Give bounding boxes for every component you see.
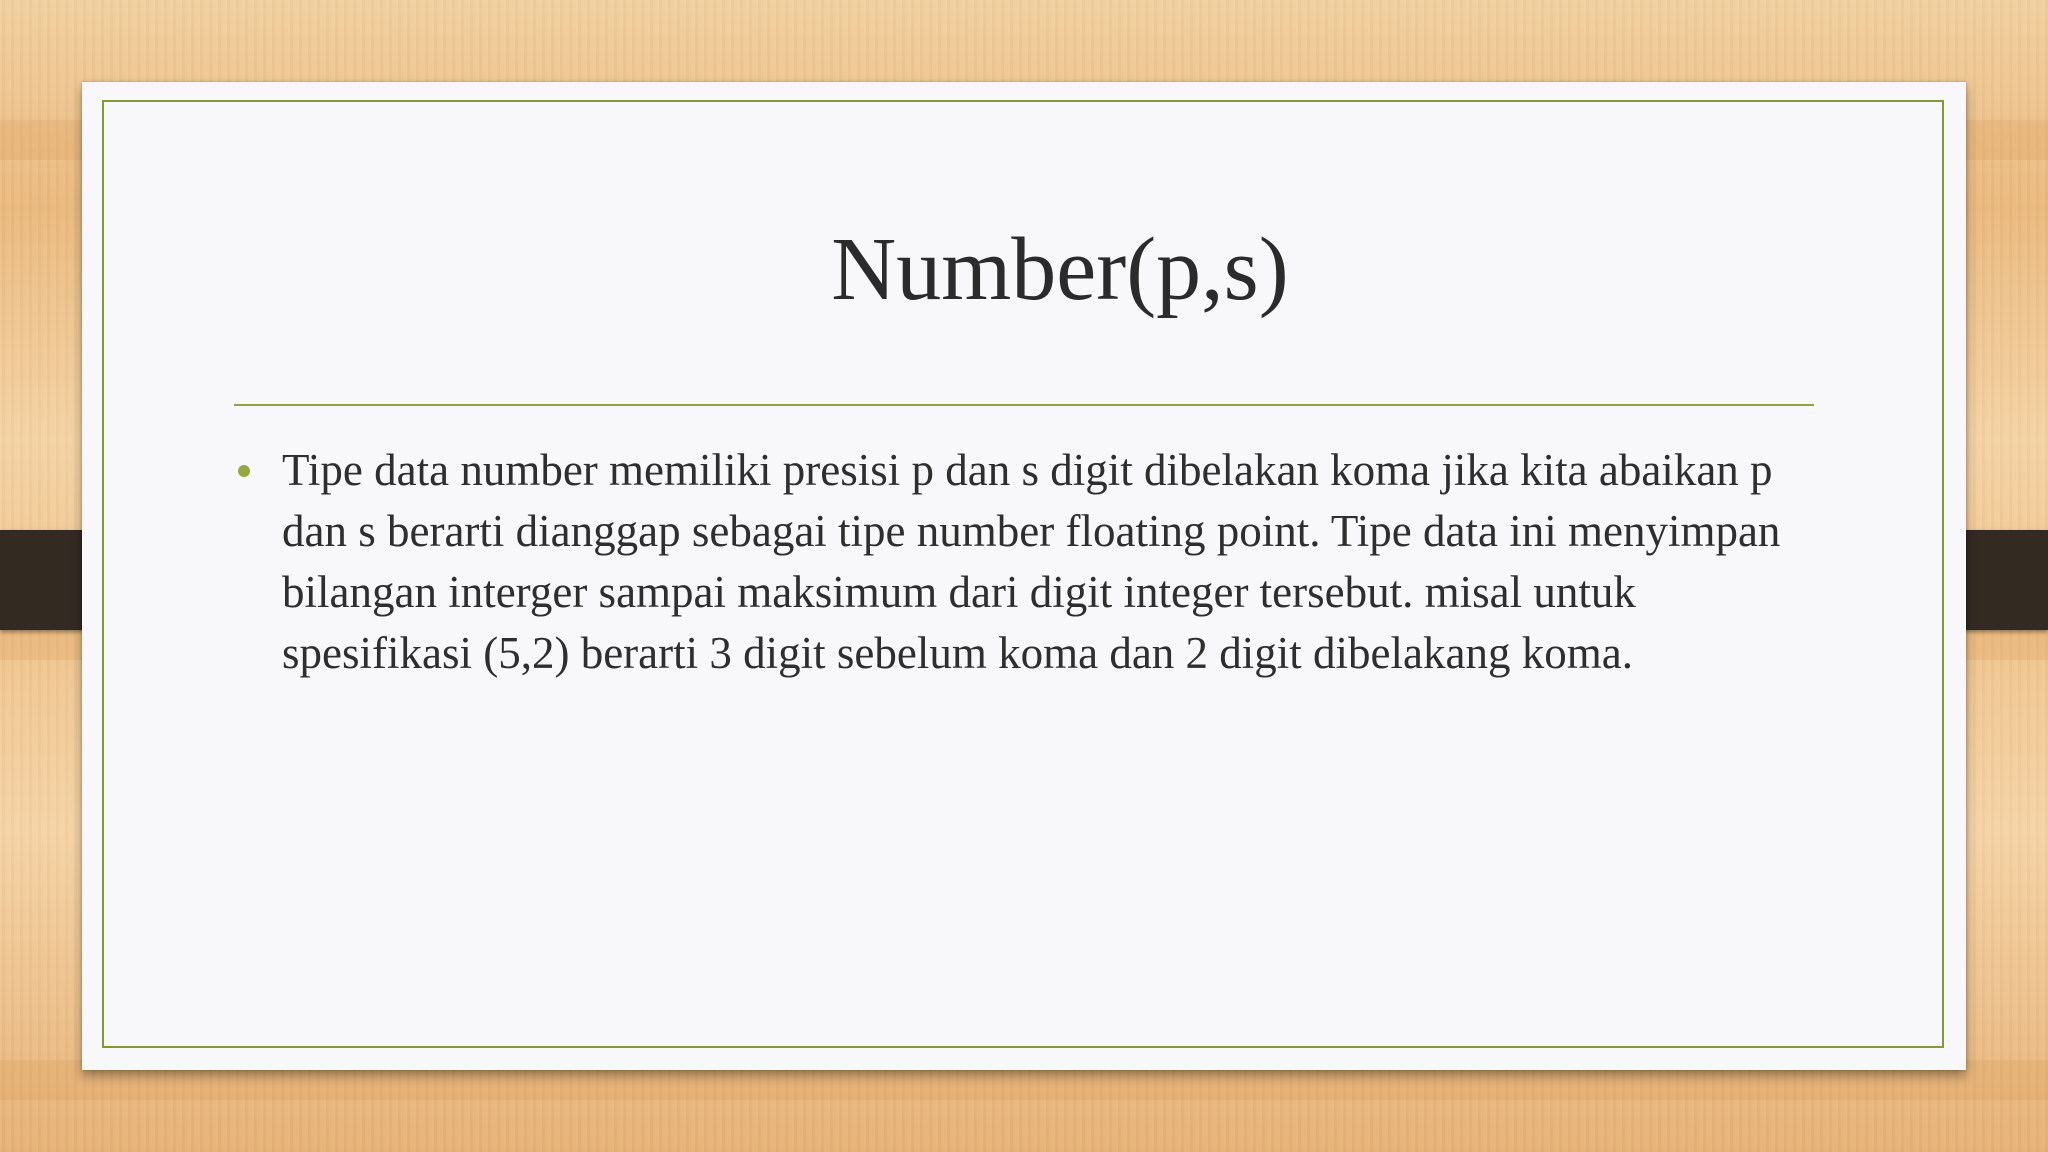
bullet-list <box>232 440 1832 684</box>
bullet-item <box>232 440 1832 684</box>
bullet-dot-icon <box>238 465 250 477</box>
bullet-text: Tipe data number memiliki presisi p dan s digit dibelakan koma jika kita abaikan p dan s berarti dianggap sebagai tipe number floating point. Tipe data ini menyimpan bilangan interger sampai maksimum dari digit integer tersebut. misal untuk spesifikasi (5,2) berarti 3 digit sebelum koma dan 2 digit dibelakang koma. <box>282 445 1781 678</box>
slide-title: Number(p,s) <box>831 220 1289 319</box>
title-divider <box>234 404 1814 406</box>
slide-paper <box>82 82 1966 1070</box>
